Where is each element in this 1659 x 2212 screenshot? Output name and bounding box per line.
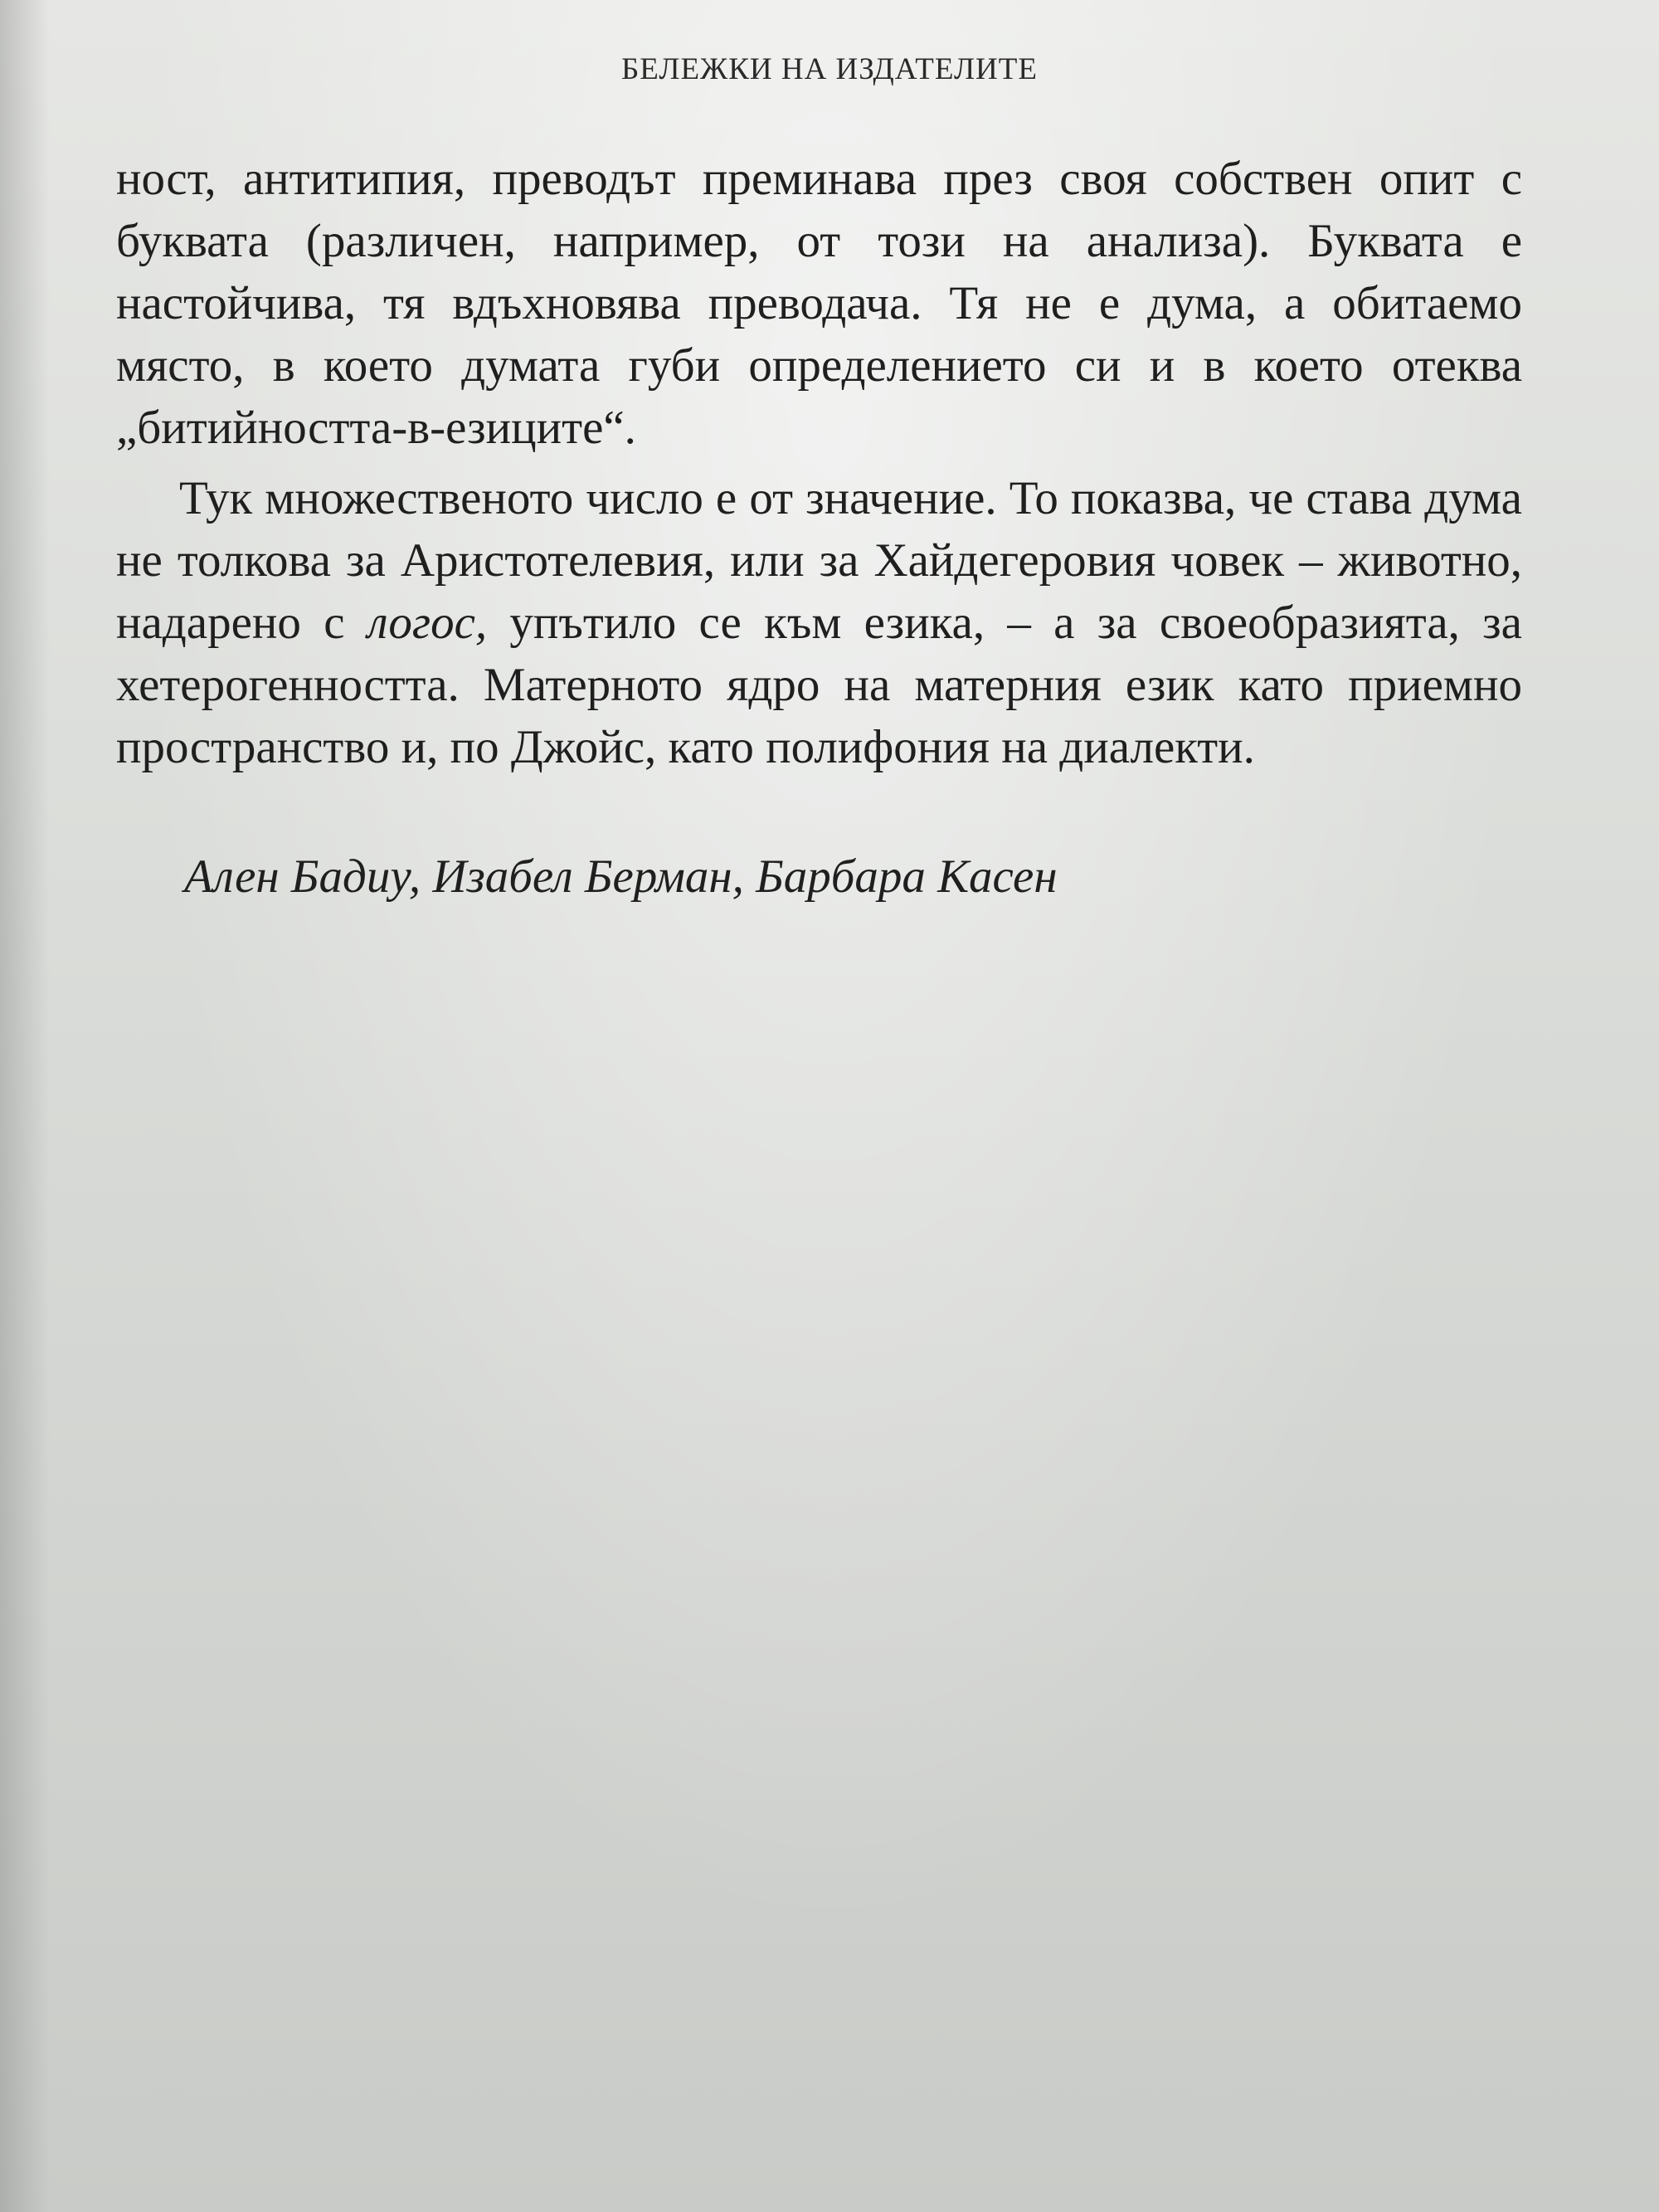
authors-signature: Ален Бадиу, Изабел Берман, Барбара Касен — [184, 850, 1058, 903]
page-gutter-shadow — [0, 0, 50, 2212]
running-head: БЕЛЕЖКИ НА ИЗДАТЕЛИТЕ — [621, 52, 1038, 86]
paragraph-2-text-end: упътило се към езика, – а за своеобразията, за хетерогенността. Матерното ядро на матерния език като приемно пространство и, по Джойс, като полифония на диалекти. — [116, 597, 1522, 773]
paragraph-2 — [116, 467, 1522, 778]
paragraph-2-italic-term: логос, — [367, 597, 488, 649]
paragraph-1: ност, антитипия, преводът преминава през своя собствен опит с буквата (различен, например, от този на анализа). Буквата е настойчива, тя вдъхновява преводача. Тя не е дума, а обитаемо място, в което думата губи определението си и в което отеква „битийността-в-езиците“. — [116, 153, 1522, 454]
paragraph-2-text-start: Тук множественото число е от значение. То показва, че става дума не толкова за Аристотелевия, или за Хайдегеровия човек – животно, надарено с — [116, 472, 1522, 649]
main-text — [116, 148, 1522, 778]
